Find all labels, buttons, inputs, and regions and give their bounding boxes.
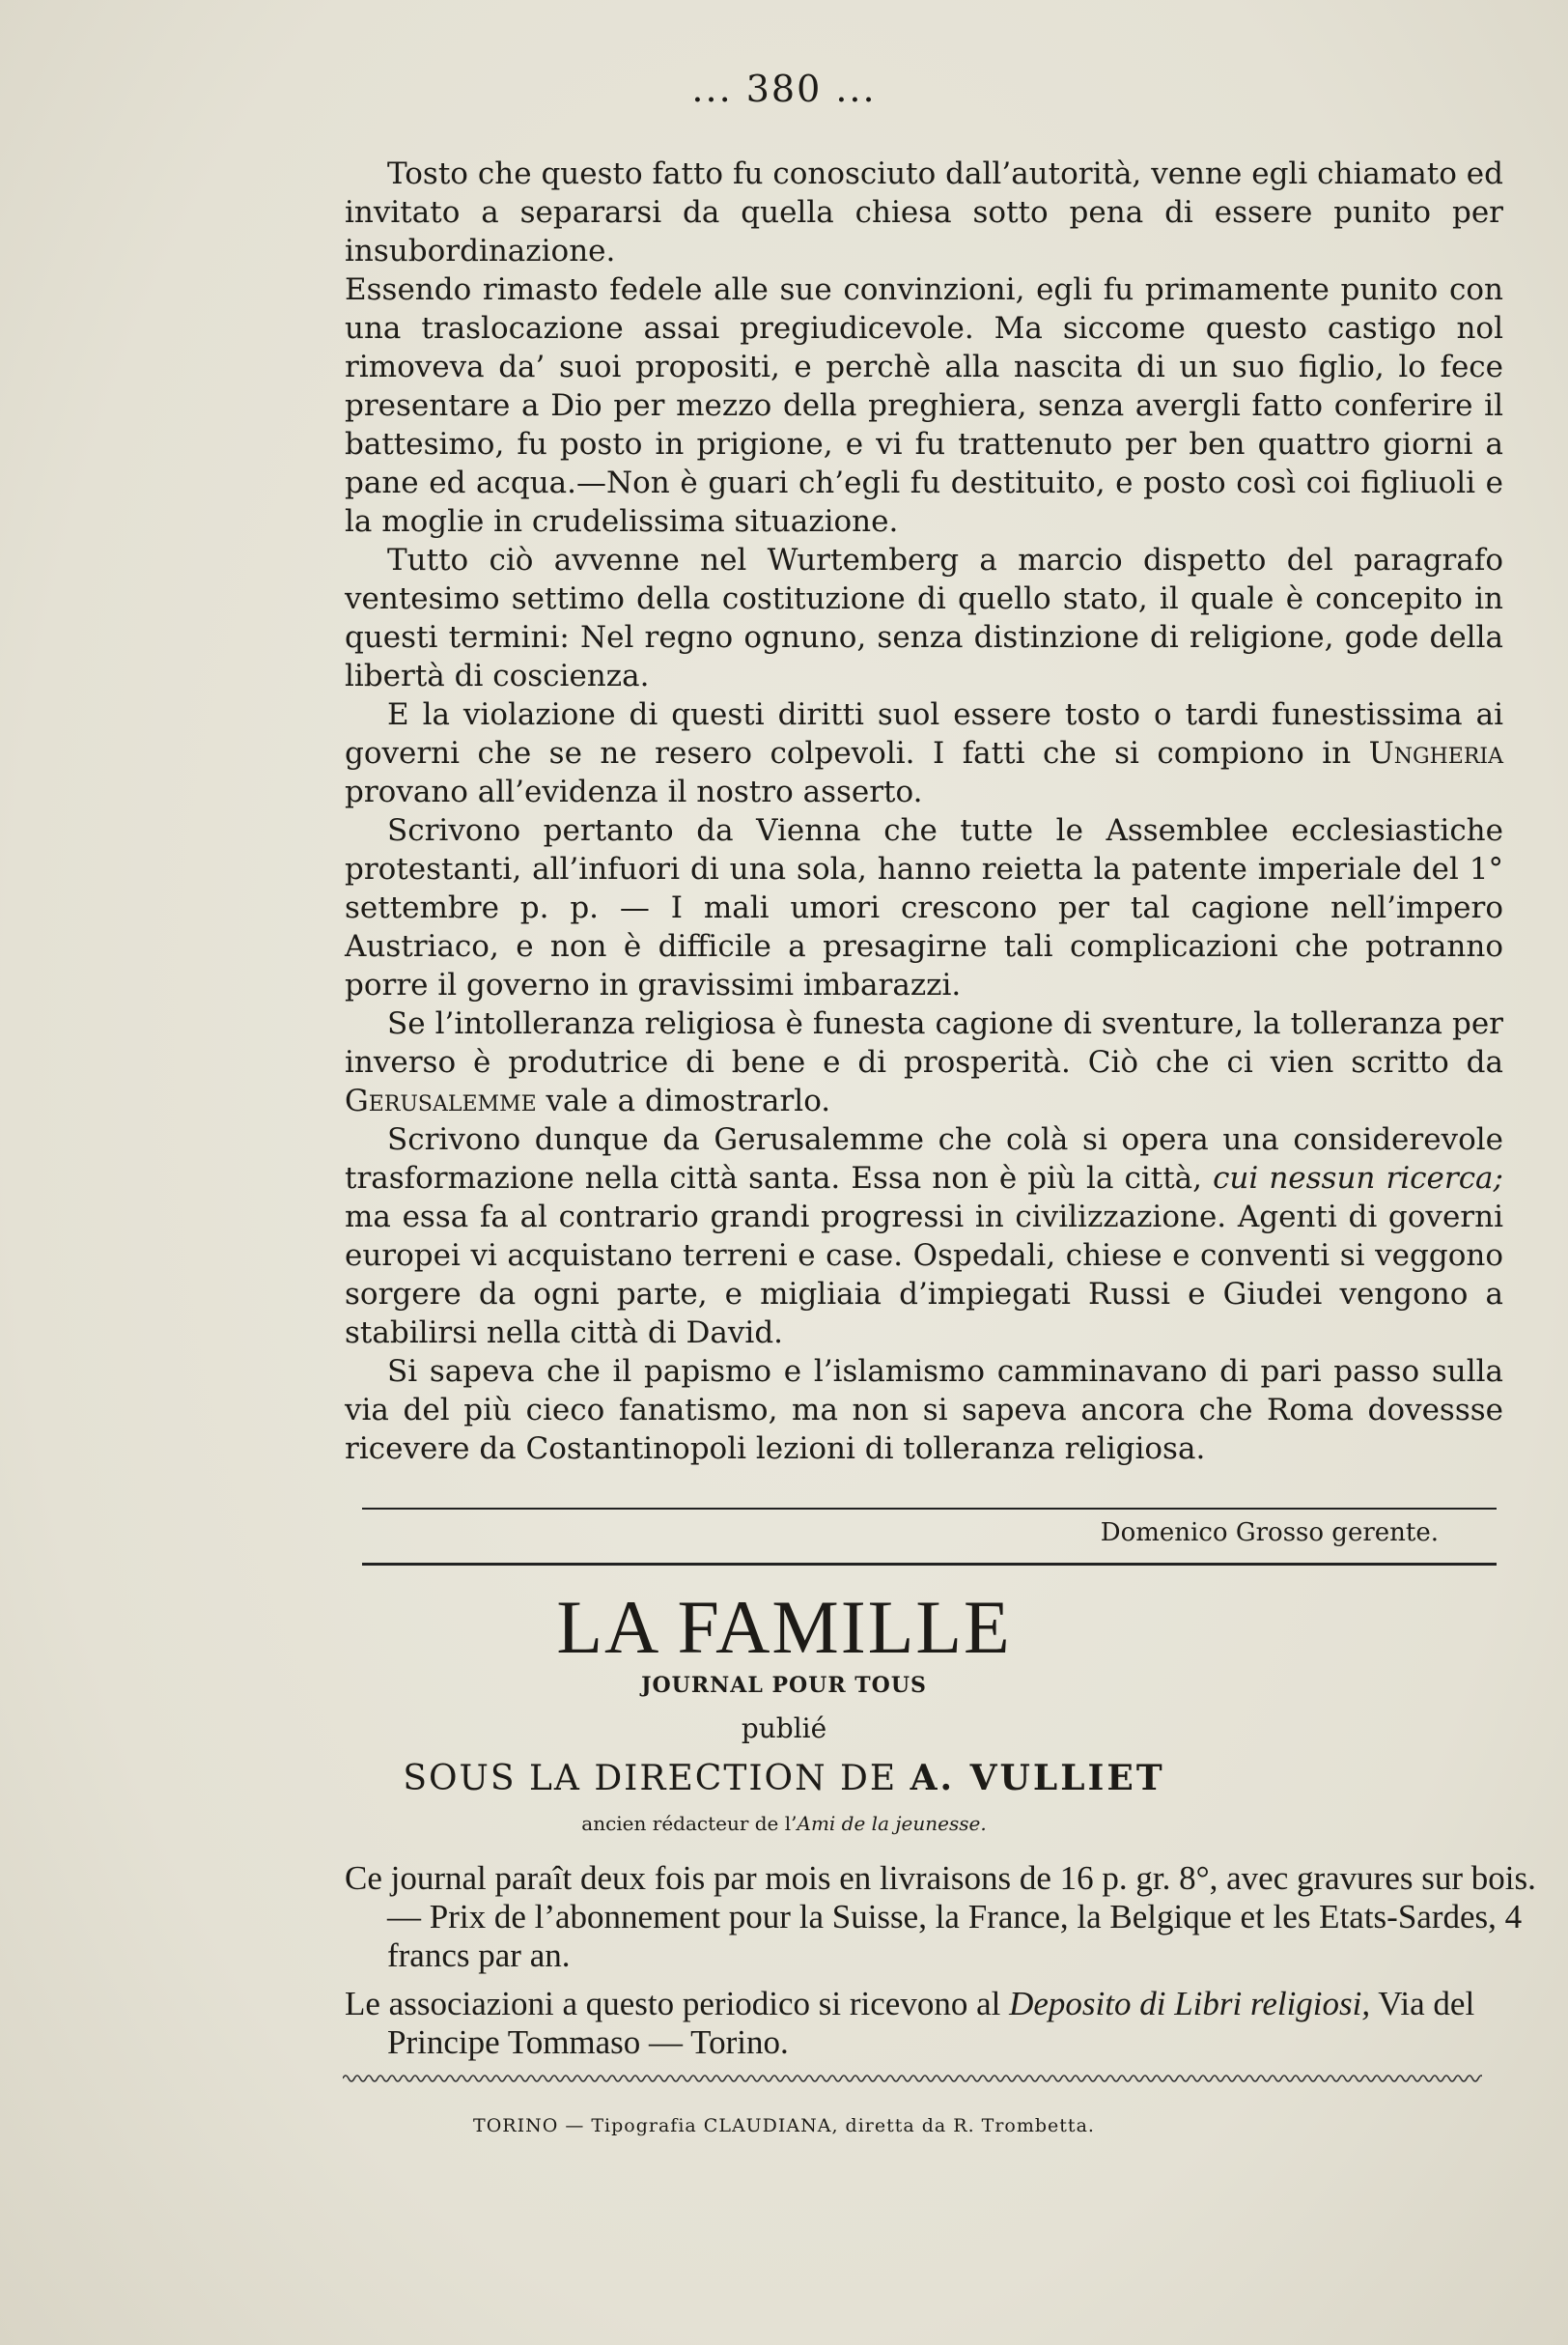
paragraph-text: Essendo rimasto fedele alle sue convinzioni, egli fu primamente punito con una traslocazione assai pregiudicevole. Ma siccome questo castigo nol rimoveva da’ suoi propositi, e perchè alla nascita di un suo figlio, lo fece presentare a Dio per mezzo della preghiera, senza avergli fatto conferire il battesimo, fu posto in prigione, e vi fu trattenuto per ben quattro giorni a pane ed acqua.—Non è guari ch’egli fu destituito, e posto così coi figliuoli e la moglie in crudelissima situazione. bbox=[345, 272, 1503, 539]
paragraph-emphasis: Gerusalemme bbox=[345, 1084, 537, 1118]
paragraph-text: Se l’intolleranza religiosa è funesta cagione di sventure, la tolleranza per inverso è produtrice di bene e di prosperità. Ciò che ci vien scritto da bbox=[345, 1006, 1503, 1080]
printer-imprint: TORINO — Tipografia CLAUDIANA, diretta da R. Trombetta. bbox=[473, 2115, 1095, 2136]
ad-p2-italic: Deposito di Libri religiosi, bbox=[1009, 1985, 1371, 2022]
ad-direction bbox=[0, 1758, 1568, 1798]
ad-p2-suffix: Via del Principe Tommaso — Torino. bbox=[387, 1985, 1475, 2061]
article-paragraph bbox=[345, 155, 1503, 270]
ad-subtitle: JOURNAL POUR TOUS bbox=[641, 1673, 927, 1698]
divider-rule-thick bbox=[362, 1563, 1497, 1566]
ad-published: publié bbox=[741, 1712, 827, 1744]
paragraph-text: provano all’evidenza il nostro asserto. bbox=[345, 775, 923, 809]
ad-director-name: A. VULLIET bbox=[910, 1758, 1165, 1798]
article-paragraph bbox=[345, 1352, 1503, 1468]
paragraph-text: vale a dimostrarlo. bbox=[536, 1084, 831, 1118]
ad-title: LA FAMILLE bbox=[556, 1585, 1012, 1669]
ad-paragraph-subscription: Ce journal paraît deux fois par mois en livraisons de 16 p. gr. 8°, avec gravures sur bois.— Prix de l’abonnement pour la Suisse, la France, la Belgique et les Etats-Sardes, 4 francs par an. bbox=[345, 1859, 1536, 1974]
paragraph-emphasis: Ungheria bbox=[1368, 736, 1503, 771]
paragraph-text: ma essa fa al contrario grandi progressi in civilizzazione. Agenti di governi europei vi acquistano terreni e case. Ospedali, chiese e conventi si veggono sorgere da ogni parte, e migliaia d’impiegati Russi e Giudei vengono a stabilirsi nella città di David. bbox=[345, 1200, 1503, 1350]
article-paragraph bbox=[345, 811, 1503, 1004]
ad-paragraph-associazioni bbox=[345, 1985, 1546, 2062]
ad-editor-line bbox=[0, 1812, 1568, 1835]
page-number: ... 380 ... bbox=[691, 68, 877, 110]
ad-direction-prefix: SOUS LA DIRECTION DE bbox=[403, 1759, 910, 1798]
paragraph-text: E la violazione di questi diritti suol essere tosto o tardi funestissima ai governi che se ne resero colpevoli. I fatti che si compiono in bbox=[345, 697, 1503, 771]
divider-rule bbox=[362, 1508, 1497, 1510]
paragraph-text: Si sapeva che il papismo e l’islamismo camminavano di pari passo sulla via del più cieco fanatismo, ma non si sapeva ancora che Roma dovessse ricevere da Costantinopoli lezioni di tolleranza religiosa. bbox=[345, 1354, 1503, 1466]
article-paragraph bbox=[345, 1004, 1503, 1120]
article-paragraph bbox=[345, 1120, 1503, 1352]
ad-p2-prefix: Le associazioni a questo periodico si ricevono al bbox=[345, 1985, 1010, 2022]
article-paragraph bbox=[345, 541, 1503, 695]
signature: Domenico Grosso gerente. bbox=[1100, 1518, 1439, 1547]
ad-editor-journal: Ami de la jeunesse. bbox=[797, 1812, 987, 1835]
wavy-ornament-rule bbox=[343, 2072, 1482, 2085]
paragraph-text: Scrivono pertanto da Vienna che tutte le Assemblee ecclesiastiche protestanti, all’infuori di una sola, hanno reietta la patente imperiale del 1° settembre p. p. — I mali umori crescono per tal cagione nell’impero Austriaco, e non è difficile a presagirne tali complicazioni che potranno porre il governo in gravissimi imbarazzi. bbox=[345, 813, 1503, 1003]
article-paragraph bbox=[345, 695, 1503, 811]
paragraph-text: Tosto che questo fatto fu conosciuto dall’autorità, venne egli chiamato ed invitato a separarsi da quella chiesa sotto pena di essere punito per insubordinazione. bbox=[345, 156, 1503, 268]
article-paragraph bbox=[345, 270, 1503, 541]
article-body bbox=[345, 155, 1503, 1468]
paragraph-text: Tutto ciò avvenne nel Wurtemberg a marcio dispetto del paragrafo ventesimo settimo della costituzione di quello stato, il quale è concepito in questi termini: Nel regno ognuno, senza distinzione di religione, gode della libertà di coscienza. bbox=[345, 543, 1503, 693]
paragraph-text: Scrivono dunque da Gerusalemme che colà si opera una considerevole trasformazione nella città santa. Essa non è più la città, bbox=[345, 1122, 1503, 1196]
ad-editor-prefix: ancien rédacteur de l’ bbox=[581, 1812, 798, 1835]
paragraph-emphasis: cui nessun ricerca; bbox=[1213, 1161, 1503, 1196]
